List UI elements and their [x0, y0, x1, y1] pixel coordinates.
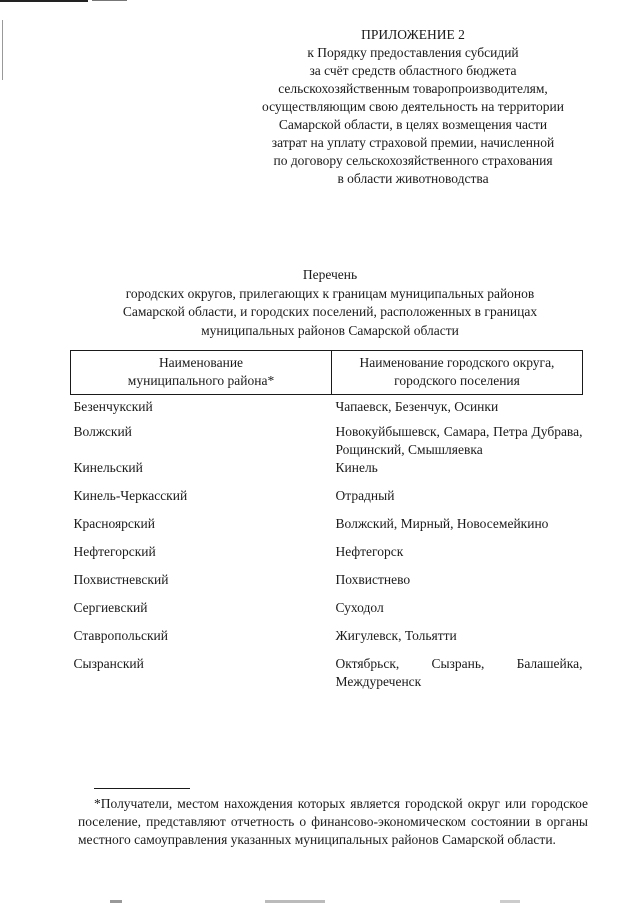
- table-row: [71, 487, 583, 515]
- table-row: [71, 543, 583, 571]
- town-names: Жигулевск, Тольятти: [335, 628, 457, 643]
- district-name: Красноярский: [73, 516, 155, 531]
- header-line: Наименование: [158, 355, 244, 370]
- table-row: [71, 515, 583, 543]
- table-row: [71, 627, 583, 655]
- scan-edge-mark: [92, 0, 127, 1]
- header-line: Наименование городского округа,: [359, 355, 555, 370]
- town-names: Чапаевск, Безенчук, Осинки: [335, 399, 499, 414]
- regions-table: [70, 350, 583, 691]
- footnote: *Получатели, местом нахождения которых является городской округ или городское поселение, представляют отчетность о финансово-экономическом состоянии в органы местного самоуправления указанных муниципальных районов Самарской области.: [78, 796, 588, 847]
- appendix-line: сельскохозяйственным товаропроизводителям,: [278, 81, 548, 96]
- appendix-line: Самарской области, в целях возмещения части: [278, 117, 548, 132]
- footnote-divider: [94, 788, 190, 789]
- table-row: [71, 459, 583, 487]
- district-name: Кинельский: [73, 460, 143, 475]
- table-row: [71, 571, 583, 599]
- district-name: Нефтегорский: [73, 544, 156, 559]
- district-name: Ставропольский: [73, 628, 168, 643]
- district-name: Волжский: [73, 424, 132, 439]
- list-title-line: городских округов, прилегающих к границам муниципальных районов: [125, 285, 535, 301]
- town-names: Нефтегорск: [335, 544, 404, 559]
- district-name: Сергиевский: [73, 600, 148, 615]
- town-names: Октябрьск, Сызрань, Балашейка, Междуреченск: [335, 656, 583, 689]
- table-header-row: [71, 351, 583, 395]
- appendix-line: к Порядку предоставления субсидий: [307, 45, 519, 60]
- district-name: Безенчукский: [73, 399, 153, 414]
- town-names: Волжский, Мирный, Новосемейкино: [335, 516, 549, 531]
- list-title-heading: Перечень: [302, 267, 358, 282]
- scan-speck: [110, 900, 122, 903]
- table-row: [71, 423, 583, 459]
- appendix-line: осуществляющим свою деятельность на территории: [262, 99, 564, 114]
- table-row: [71, 395, 583, 424]
- town-names: Суходол: [335, 600, 384, 615]
- scan-edge-mark: [2, 20, 3, 80]
- table-row: [71, 599, 583, 627]
- town-names: Кинель: [335, 460, 378, 475]
- header-line: муниципального района*: [127, 373, 275, 388]
- district-name: Сызранский: [73, 656, 144, 671]
- list-title-line: муниципальных районов Самарской области: [201, 322, 459, 338]
- appendix-line: по договору сельскохозяйственного страхования: [273, 153, 553, 168]
- table-row: [71, 655, 583, 691]
- scan-bottom-marks: [0, 895, 635, 903]
- town-names: Похвистнево: [335, 572, 411, 587]
- list-title: [60, 266, 600, 340]
- appendix-line: затрат на уплату страховой премии, начисленной: [271, 135, 555, 150]
- scan-speck: [265, 900, 325, 903]
- appendix-title: ПРИЛОЖЕНИЕ 2: [361, 27, 465, 42]
- town-names: Отрадный: [335, 488, 395, 503]
- column-header-district: [71, 351, 332, 395]
- list-title-line: Самарской области, и городских поселений, расположенных в границах: [122, 304, 538, 319]
- appendix-line: в области животноводства: [337, 171, 489, 186]
- scan-edge-mark: [0, 0, 88, 2]
- town-names: Новокуйбышевск, Самара, Петра Дубрава, Рощинский, Смышляевка: [335, 424, 583, 457]
- column-header-towns: [332, 351, 583, 395]
- appendix-line: за счёт средств областного бюджета: [309, 63, 517, 78]
- district-name: Похвистневский: [73, 572, 169, 587]
- header-line: городского поселения: [394, 373, 520, 388]
- scan-speck: [500, 900, 520, 903]
- appendix-header: [238, 26, 588, 188]
- district-name: Кинель-Черкасский: [73, 488, 188, 503]
